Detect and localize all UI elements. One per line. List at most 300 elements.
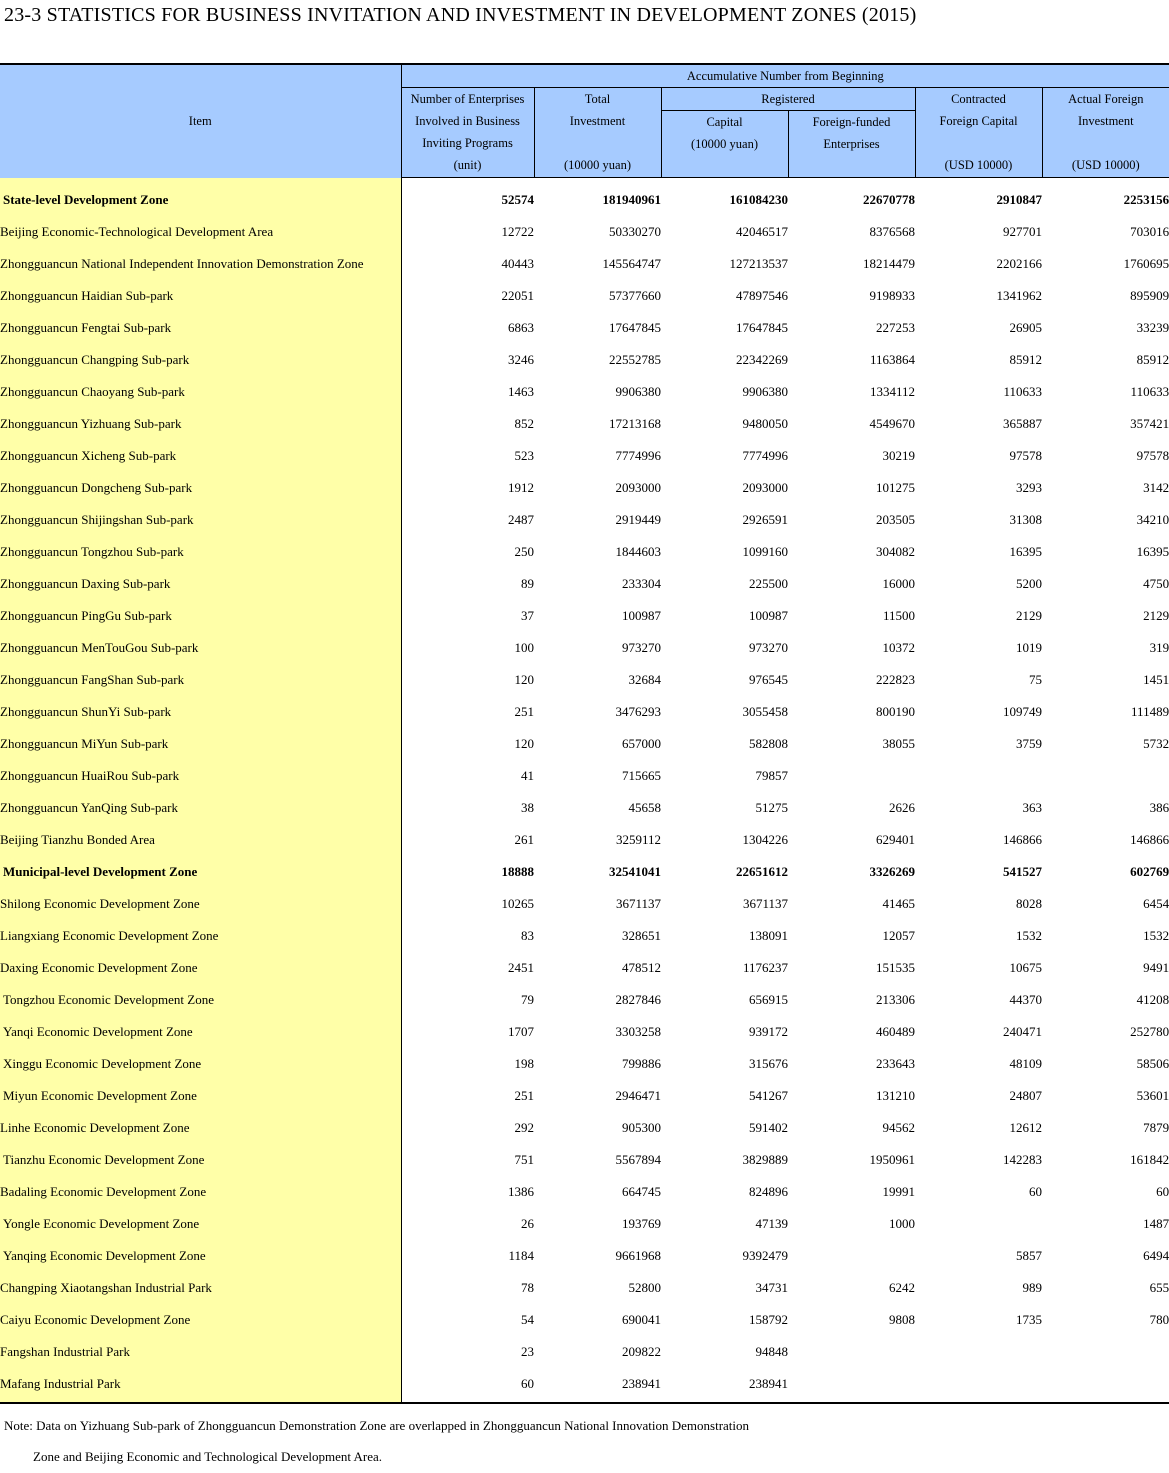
cell-registered-capital: 100987	[749, 608, 788, 623]
cell-enterprises-count: 26	[521, 1216, 534, 1231]
cell-actual-foreign-investment: 2253156	[1123, 192, 1169, 207]
cell-registered-capital: 1304226	[742, 832, 788, 847]
cell-foreign-funded-enterprises: 1163864	[869, 352, 915, 367]
cell-contracted-foreign-capital: 48109	[1009, 1056, 1042, 1071]
row-item-name: Zhongguancun Fengtai Sub-park	[0, 312, 401, 344]
cell-registered-capital: 138091	[749, 928, 788, 943]
cell-enterprises-count: 54	[521, 1312, 534, 1327]
cell-actual-foreign-investment: 5732	[1143, 736, 1169, 751]
cell-contracted-foreign-capital: 12612	[1009, 1120, 1042, 1135]
cell-foreign-funded-enterprises: 213306	[876, 992, 915, 1007]
cell-registered-capital: 2926591	[742, 512, 788, 527]
row-item-name: Changping Xiaotangshan Industrial Park	[0, 1272, 401, 1304]
cell-contracted-foreign-capital	[915, 1368, 1042, 1403]
cell-registered-capital: 34731	[755, 1280, 788, 1295]
cell-foreign-funded-enterprises: 222823	[876, 672, 915, 687]
cell-total-investment: 973270	[622, 640, 661, 655]
cell-actual-foreign-investment: 1487	[1143, 1216, 1169, 1231]
cell-total-investment: 664745	[622, 1184, 661, 1199]
table-row	[0, 1240, 1169, 1272]
cell-actual-foreign-investment: 161842	[1130, 1152, 1169, 1167]
cell-registered-capital: 939172	[749, 1024, 788, 1039]
cell-foreign-funded-enterprises: 41465	[882, 896, 915, 911]
table-row	[0, 760, 1169, 792]
cell-contracted-foreign-capital: 989	[1022, 1280, 1042, 1295]
cell-contracted-foreign-capital: 2910847	[996, 192, 1042, 207]
cell-registered-capital: 541267	[749, 1088, 788, 1103]
cell-registered-capital: 976545	[749, 672, 788, 687]
cell-actual-foreign-investment: 1451	[1143, 672, 1169, 687]
header-total-investment: Total Investment (10000 yuan)	[534, 88, 661, 178]
row-item-name: Zhongguancun Tongzhou Sub-park	[0, 536, 401, 568]
cell-contracted-foreign-capital: 1341962	[996, 288, 1042, 303]
cell-total-investment: 1844603	[615, 544, 661, 559]
header-registered-capital: Capital (10000 yuan)	[661, 111, 788, 178]
cell-total-investment: 9906380	[615, 384, 661, 399]
table-row	[0, 504, 1169, 536]
cell-registered-capital: 42046517	[736, 224, 788, 239]
cell-foreign-funded-enterprises: 203505	[876, 512, 915, 527]
table-row	[0, 1016, 1169, 1048]
cell-total-investment: 2827846	[615, 992, 661, 1007]
cell-enterprises-count: 261	[514, 832, 534, 847]
cell-contracted-foreign-capital: 1532	[1016, 928, 1042, 943]
row-item-name: Zhongguancun PingGu Sub-park	[0, 600, 401, 632]
cell-foreign-funded-enterprises: 1950961	[869, 1152, 915, 1167]
cell-registered-capital: 973270	[749, 640, 788, 655]
cell-enterprises-count: 292	[514, 1120, 534, 1135]
header-enterprises-count: Number of Enterprises Involved in Business Inviting Programs (unit)	[401, 88, 534, 178]
cell-total-investment: 478512	[622, 960, 661, 975]
cell-actual-foreign-investment: 6454	[1143, 896, 1169, 911]
cell-contracted-foreign-capital: 363	[1022, 800, 1042, 815]
statistics-table	[0, 63, 1169, 1404]
table-row	[0, 1272, 1169, 1304]
cell-actual-foreign-investment: 34210	[1136, 512, 1169, 527]
table-row	[0, 1208, 1169, 1240]
cell-registered-capital: 315676	[749, 1056, 788, 1071]
table-row	[0, 888, 1169, 920]
cell-contracted-foreign-capital: 10675	[1009, 960, 1042, 975]
header-foreign-funded-enterprises: Foreign-funded Enterprises	[788, 111, 915, 178]
row-item-name: Miyun Economic Development Zone	[0, 1080, 401, 1112]
cell-total-investment: 2093000	[615, 480, 661, 495]
cell-enterprises-count: 37	[521, 608, 534, 623]
table-row	[0, 376, 1169, 408]
cell-enterprises-count: 1184	[508, 1248, 534, 1263]
table-row	[0, 178, 1169, 217]
cell-contracted-foreign-capital: 44370	[1009, 992, 1042, 1007]
cell-foreign-funded-enterprises: 131210	[876, 1088, 915, 1103]
row-item-name: State-level Development Zone	[0, 178, 401, 217]
cell-foreign-funded-enterprises: 22670778	[863, 192, 915, 207]
cell-actual-foreign-investment: 1760695	[1123, 256, 1169, 271]
cell-foreign-funded-enterprises: 19991	[882, 1184, 915, 1199]
cell-total-investment: 193769	[622, 1216, 661, 1231]
cell-registered-capital: 1099160	[742, 544, 788, 559]
row-item-name: Yongle Economic Development Zone	[0, 1208, 401, 1240]
table-row	[0, 856, 1169, 888]
cell-foreign-funded-enterprises: 94562	[882, 1120, 915, 1135]
row-item-name: Liangxiang Economic Development Zone	[0, 920, 401, 952]
cell-total-investment: 233304	[622, 576, 661, 591]
table-row	[0, 1176, 1169, 1208]
table-row	[0, 1336, 1169, 1368]
row-item-name: Xinggu Economic Development Zone	[0, 1048, 401, 1080]
cell-foreign-funded-enterprises: 101275	[876, 480, 915, 495]
table-row	[0, 1080, 1169, 1112]
cell-contracted-foreign-capital: 109749	[1003, 704, 1042, 719]
cell-foreign-funded-enterprises: 304082	[876, 544, 915, 559]
cell-actual-foreign-investment: 53601	[1136, 1088, 1169, 1103]
row-item-name: Yanqi Economic Development Zone	[0, 1016, 401, 1048]
cell-foreign-funded-enterprises: 227253	[876, 320, 915, 335]
table-row	[0, 600, 1169, 632]
cell-enterprises-count: 1463	[508, 384, 534, 399]
row-item-name: Zhongguancun Daxing Sub-park	[0, 568, 401, 600]
cell-contracted-foreign-capital: 240471	[1003, 1024, 1042, 1039]
cell-total-investment: 3671137	[615, 896, 661, 911]
table-row	[0, 920, 1169, 952]
cell-foreign-funded-enterprises: 18214479	[863, 256, 915, 271]
cell-contracted-foreign-capital: 1735	[1016, 1312, 1042, 1327]
table-row	[0, 408, 1169, 440]
table-row	[0, 696, 1169, 728]
row-item-name: Municipal-level Development Zone	[0, 856, 401, 888]
cell-contracted-foreign-capital: 5857	[1016, 1248, 1042, 1263]
cell-actual-foreign-investment: 357421	[1130, 416, 1169, 431]
cell-actual-foreign-investment: 146866	[1130, 832, 1169, 847]
row-item-name: Mafang Industrial Park	[0, 1368, 401, 1403]
cell-registered-capital: 9392479	[742, 1248, 788, 1263]
cell-total-investment: 905300	[622, 1120, 661, 1135]
cell-registered-capital: 2093000	[742, 480, 788, 495]
cell-enterprises-count: 12722	[501, 224, 534, 239]
cell-enterprises-count: 79	[521, 992, 534, 1007]
row-item-name: Tianzhu Economic Development Zone	[0, 1144, 401, 1176]
cell-foreign-funded-enterprises: 9198933	[869, 288, 915, 303]
table-row	[0, 632, 1169, 664]
cell-foreign-funded-enterprises: 1334112	[869, 384, 915, 399]
cell-registered-capital: 238941	[661, 1368, 788, 1403]
cell-foreign-funded-enterprises	[788, 1336, 915, 1368]
cell-foreign-funded-enterprises: 8376568	[869, 224, 915, 239]
cell-total-investment: 17647845	[609, 320, 661, 335]
table-header	[0, 64, 1169, 178]
cell-actual-foreign-investment: 1532	[1143, 928, 1169, 943]
table-row	[0, 1048, 1169, 1080]
cell-registered-capital: 51275	[755, 800, 788, 815]
cell-contracted-foreign-capital: 146866	[1003, 832, 1042, 847]
cell-foreign-funded-enterprises: 4549670	[869, 416, 915, 431]
cell-actual-foreign-investment	[1042, 1336, 1169, 1368]
cell-enterprises-count: 6863	[508, 320, 534, 335]
cell-enterprises-count: 83	[521, 928, 534, 943]
cell-registered-capital: 7774996	[742, 448, 788, 463]
table-row	[0, 1368, 1169, 1403]
row-item-name: Caiyu Economic Development Zone	[0, 1304, 401, 1336]
cell-enterprises-count: 251	[514, 1088, 534, 1103]
row-item-name: Zhongguancun YanQing Sub-park	[0, 792, 401, 824]
row-item-name: Daxing Economic Development Zone	[0, 952, 401, 984]
cell-total-investment: 238941	[534, 1368, 661, 1403]
cell-contracted-foreign-capital	[915, 1208, 1042, 1240]
cell-enterprises-count: 523	[514, 448, 534, 463]
table-row	[0, 216, 1169, 248]
cell-actual-foreign-investment: 602769	[1130, 864, 1169, 879]
row-item-name: Fangshan Industrial Park	[0, 1336, 401, 1368]
cell-enterprises-count: 2451	[508, 960, 534, 975]
cell-foreign-funded-enterprises: 38055	[882, 736, 915, 751]
cell-actual-foreign-investment: 3142	[1143, 480, 1169, 495]
cell-registered-capital: 9480050	[742, 416, 788, 431]
cell-actual-foreign-investment: 7879	[1143, 1120, 1169, 1135]
cell-registered-capital: 824896	[749, 1184, 788, 1199]
cell-actual-foreign-investment: 60	[1156, 1184, 1169, 1199]
cell-actual-foreign-investment: 252780	[1130, 1024, 1169, 1039]
cell-registered-capital: 3829889	[742, 1152, 788, 1167]
row-item-name: Zhongguancun FangShan Sub-park	[0, 664, 401, 696]
cell-enterprises-count: 2487	[508, 512, 534, 527]
table-row	[0, 536, 1169, 568]
cell-registered-capital: 582808	[749, 736, 788, 751]
cell-registered-capital: 79857	[755, 768, 788, 783]
cell-foreign-funded-enterprises: 9808	[889, 1312, 915, 1327]
cell-contracted-foreign-capital: 2129	[1016, 608, 1042, 623]
cell-foreign-funded-enterprises	[788, 1240, 915, 1272]
cell-contracted-foreign-capital: 5200	[1016, 576, 1042, 591]
cell-enterprises-count: 23	[521, 1344, 534, 1359]
cell-registered-capital: 591402	[749, 1120, 788, 1135]
row-item-name: Yanqing Economic Development Zone	[0, 1240, 401, 1272]
cell-actual-foreign-investment: 97578	[1136, 448, 1169, 463]
row-item-name: Zhongguancun HuaiRou Sub-park	[0, 760, 401, 792]
table-row	[0, 984, 1169, 1016]
cell-total-investment: 3303258	[615, 1024, 661, 1039]
cell-total-investment: 3476293	[615, 704, 661, 719]
cell-total-investment: 2919449	[615, 512, 661, 527]
cell-contracted-foreign-capital: 3759	[1016, 736, 1042, 751]
cell-enterprises-count: 198	[514, 1056, 534, 1071]
cell-contracted-foreign-capital: 85912	[1009, 352, 1042, 367]
cell-total-investment: 2946471	[615, 1088, 661, 1103]
row-item-name: Linhe Economic Development Zone	[0, 1112, 401, 1144]
row-item-name: Zhongguancun ShunYi Sub-park	[0, 696, 401, 728]
cell-enterprises-count: 38	[521, 800, 534, 815]
cell-foreign-funded-enterprises: 233643	[876, 1056, 915, 1071]
cell-total-investment: 209822	[622, 1344, 661, 1359]
page-title: 23-3 STATISTICS FOR BUSINESS INVITATION AND INVESTMENT IN DEVELOPMENT ZONES (2015)	[4, 4, 917, 26]
cell-registered-capital: 17647845	[736, 320, 788, 335]
table-row	[0, 280, 1169, 312]
cell-enterprises-count: 120	[514, 736, 534, 751]
cell-enterprises-count: 1386	[508, 1184, 534, 1199]
cell-enterprises-count: 852	[514, 416, 534, 431]
cell-actual-foreign-investment: 58506	[1136, 1056, 1169, 1071]
cell-foreign-funded-enterprises: 629401	[876, 832, 915, 847]
table-row	[0, 824, 1169, 856]
cell-contracted-foreign-capital: 927701	[1003, 224, 1042, 239]
cell-registered-capital: 94848	[755, 1344, 788, 1359]
header-accumulative: Accumulative Number from Beginning	[401, 64, 1169, 88]
cell-enterprises-count: 41	[521, 768, 534, 783]
cell-foreign-funded-enterprises: 6242	[889, 1280, 915, 1295]
cell-actual-foreign-investment: 6494	[1143, 1248, 1169, 1263]
cell-enterprises-count: 1707	[508, 1024, 534, 1039]
cell-foreign-funded-enterprises: 11500	[882, 608, 915, 623]
cell-contracted-foreign-capital: 60	[1029, 1184, 1042, 1199]
row-item-name: Shilong Economic Development Zone	[0, 888, 401, 920]
cell-enterprises-count: 251	[514, 704, 534, 719]
table-row	[0, 472, 1169, 504]
cell-actual-foreign-investment	[1042, 1368, 1169, 1403]
cell-enterprises-count: 250	[514, 544, 534, 559]
cell-registered-capital: 3055458	[742, 704, 788, 719]
row-item-name: Zhongguancun Xicheng Sub-park	[0, 440, 401, 472]
cell-contracted-foreign-capital: 541527	[1003, 864, 1042, 879]
cell-total-investment: 100987	[622, 608, 661, 623]
cell-foreign-funded-enterprises: 151535	[876, 960, 915, 975]
table-body	[0, 178, 1169, 1404]
cell-registered-capital: 656915	[749, 992, 788, 1007]
cell-contracted-foreign-capital: 110633	[1003, 384, 1042, 399]
cell-registered-capital: 127213537	[729, 256, 788, 271]
cell-contracted-foreign-capital: 8028	[1016, 896, 1042, 911]
cell-registered-capital: 1176237	[742, 960, 788, 975]
table-row	[0, 1144, 1169, 1176]
row-item-name: Zhongguancun MenTouGou Sub-park	[0, 632, 401, 664]
cell-enterprises-count: 10265	[501, 896, 534, 911]
cell-contracted-foreign-capital: 26905	[1009, 320, 1042, 335]
cell-enterprises-count: 3246	[508, 352, 534, 367]
cell-registered-capital: 22342269	[736, 352, 788, 367]
row-item-name: Zhongguancun Haidian Sub-park	[0, 280, 401, 312]
cell-enterprises-count: 120	[514, 672, 534, 687]
cell-foreign-funded-enterprises: 2626	[889, 800, 915, 815]
table-row	[0, 344, 1169, 376]
row-item-name: Zhongguancun National Independent Innovation Demonstration Zone	[0, 248, 401, 280]
table-row	[0, 792, 1169, 824]
cell-total-investment: 57377660	[609, 288, 661, 303]
row-item-name: Zhongguancun Chaoyang Sub-park	[0, 376, 401, 408]
table-row	[0, 728, 1169, 760]
cell-contracted-foreign-capital: 97578	[1009, 448, 1042, 463]
cell-contracted-foreign-capital: 24807	[1009, 1088, 1042, 1103]
row-item-name: Zhongguancun Yizhuang Sub-park	[0, 408, 401, 440]
cell-total-investment: 17213168	[609, 416, 661, 431]
cell-contracted-foreign-capital: 142283	[1003, 1152, 1042, 1167]
cell-actual-foreign-investment: 2129	[1143, 608, 1169, 623]
cell-actual-foreign-investment: 4750	[1143, 576, 1169, 591]
table-row	[0, 1112, 1169, 1144]
cell-actual-foreign-investment: 655	[1149, 1280, 1169, 1295]
row-item-name: Zhongguancun Dongcheng Sub-park	[0, 472, 401, 504]
footnote: Note: Data on Yizhuang Sub-park of Zhongguancun Demonstration Zone are overlapped in Zhongguancun National Innovation Demonstration	[4, 1418, 750, 1433]
cell-actual-foreign-investment: 780	[1149, 1312, 1169, 1327]
table-row	[0, 568, 1169, 600]
header-contracted-foreign-capital: Contracted Foreign Capital (USD 10000)	[915, 88, 1042, 178]
cell-actual-foreign-investment: 110633	[1130, 384, 1169, 399]
cell-registered-capital: 225500	[749, 576, 788, 591]
cell-total-investment: 799886	[622, 1056, 661, 1071]
cell-registered-capital: 47139	[755, 1216, 788, 1231]
cell-enterprises-count: 40443	[501, 256, 534, 271]
cell-total-investment: 22552785	[609, 352, 661, 367]
cell-contracted-foreign-capital	[915, 1336, 1042, 1368]
cell-foreign-funded-enterprises: 16000	[882, 576, 915, 591]
cell-actual-foreign-investment: 386	[1149, 800, 1169, 815]
cell-contracted-foreign-capital: 3293	[1016, 480, 1042, 495]
row-item-name: Zhongguancun Changping Sub-park	[0, 344, 401, 376]
cell-total-investment: 145564747	[602, 256, 661, 271]
cell-total-investment: 32684	[628, 672, 661, 687]
cell-contracted-foreign-capital	[915, 760, 1042, 792]
cell-contracted-foreign-capital: 2202166	[996, 256, 1042, 271]
header-actual-foreign-investment: Actual Foreign Investment (USD 10000)	[1042, 88, 1169, 178]
cell-registered-capital: 161084230	[729, 192, 788, 207]
row-item-name: Beijing Economic-Technological Development Area	[0, 216, 401, 248]
cell-total-investment: 50330270	[609, 224, 661, 239]
cell-total-investment: 9661968	[615, 1248, 661, 1263]
cell-actual-foreign-investment: 111489	[1131, 704, 1169, 719]
cell-registered-capital: 3671137	[742, 896, 788, 911]
cell-registered-capital: 22651612	[736, 864, 788, 879]
cell-total-investment: 32541041	[609, 864, 661, 879]
cell-actual-foreign-investment: 703016	[1130, 224, 1169, 239]
cell-total-investment: 3259112	[615, 832, 661, 847]
cell-actual-foreign-investment: 16395	[1136, 544, 1169, 559]
cell-contracted-foreign-capital: 365887	[1003, 416, 1042, 431]
cell-enterprises-count: 100	[514, 640, 534, 655]
cell-total-investment: 7774996	[615, 448, 661, 463]
cell-foreign-funded-enterprises: 10372	[882, 640, 915, 655]
header-item: Item	[0, 64, 401, 178]
cell-registered-capital: 158792	[749, 1312, 788, 1327]
row-item-name: Zhongguancun Shijingshan Sub-park	[0, 504, 401, 536]
footnote-continued: Zone and Beijing Economic and Technological Development Area.	[33, 1449, 383, 1464]
table-row	[0, 440, 1169, 472]
cell-foreign-funded-enterprises: 1000	[889, 1216, 915, 1231]
table-row	[0, 664, 1169, 696]
cell-contracted-foreign-capital: 31308	[1009, 512, 1042, 527]
cell-actual-foreign-investment: 33239	[1136, 320, 1169, 335]
cell-actual-foreign-investment	[1042, 760, 1169, 792]
row-item-name: Badaling Economic Development Zone	[0, 1176, 401, 1208]
cell-actual-foreign-investment: 895909	[1130, 288, 1169, 303]
cell-enterprises-count: 751	[514, 1152, 534, 1167]
cell-registered-capital: 9906380	[742, 384, 788, 399]
cell-total-investment: 690041	[622, 1312, 661, 1327]
row-item-name: Beijing Tianzhu Bonded Area	[0, 824, 401, 856]
cell-actual-foreign-investment: 319	[1149, 640, 1169, 655]
cell-contracted-foreign-capital: 1019	[1016, 640, 1042, 655]
cell-enterprises-count: 18888	[501, 864, 534, 879]
cell-total-investment: 657000	[622, 736, 661, 751]
cell-actual-foreign-investment: 41208	[1136, 992, 1169, 1007]
cell-total-investment: 715665	[622, 768, 661, 783]
cell-actual-foreign-investment: 85912	[1136, 352, 1169, 367]
cell-foreign-funded-enterprises	[788, 760, 915, 792]
cell-enterprises-count: 52574	[501, 192, 534, 207]
cell-enterprises-count: 1912	[508, 480, 534, 495]
cell-total-investment: 45658	[628, 800, 661, 815]
cell-foreign-funded-enterprises: 3326269	[869, 864, 915, 879]
row-item-name: Zhongguancun MiYun Sub-park	[0, 728, 401, 760]
cell-enterprises-count: 89	[521, 576, 534, 591]
cell-total-investment: 5567894	[615, 1152, 661, 1167]
cell-foreign-funded-enterprises: 800190	[876, 704, 915, 719]
cell-total-investment: 52800	[628, 1280, 661, 1295]
